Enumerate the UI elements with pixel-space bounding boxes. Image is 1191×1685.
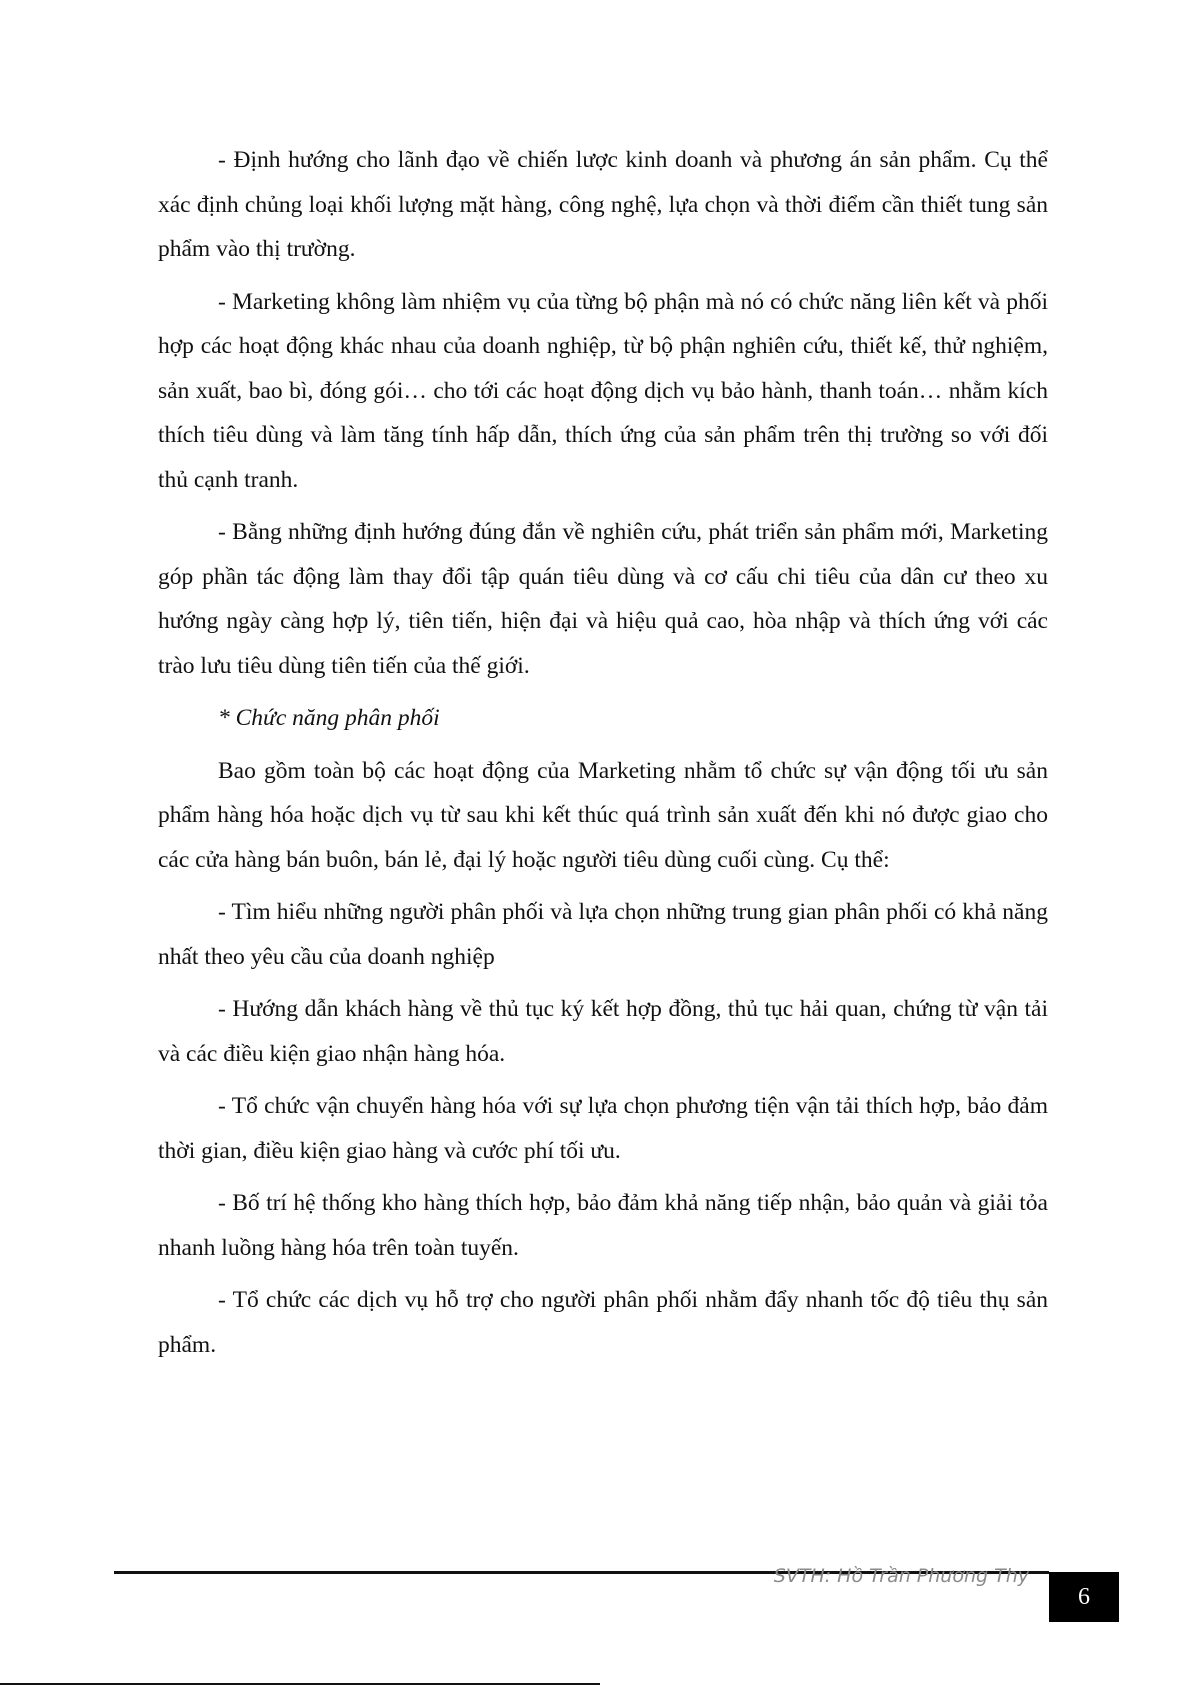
page-body [158,138,1048,1375]
paragraph-leadership-orientation: - Định hướng cho lãnh đạo về chiến lược kinh doanh và phương án sản phẩm. Cụ thể xác định chủng loại khối lượng mặt hàng, công nghệ, lựa chọn và thời điểm cần thiết tung sản phẩm vào thị trường. [158,147,1048,262]
paragraph-customer-guidance: - Hướng dẫn khách hàng về thủ tục ký kết hợp đồng, thủ tục hải quan, chứng từ vận tải và các điều kiện giao nhận hàng hóa. [158,996,1048,1067]
paragraph-distribution-intro: Bao gồm toàn bộ các hoạt động của Marketing nhằm tổ chức sự vận động tối ưu sản phẩm hàng hóa hoặc dịch vụ từ sau khi kết thúc quá trình sản xuất đến khi nó được giao cho các cửa hàng bán buôn, bán lẻ, đại lý hoặc người tiêu dùng cuối cùng. Cụ thể: [158,757,1048,873]
page-number: 6 [1049,1572,1119,1622]
footer-author: SVTH: Hồ Trần Phương Thy [773,1565,1029,1587]
paragraph-find-distributors: - Tìm hiểu những người phân phối và lựa chọn những trung gian phân phối có khả năng nhất theo yêu cầu của doanh nghiệp [158,899,1048,970]
section-subheading-distribution: * Chức năng phân phối [218,705,440,731]
paragraph-transport-organization: - Tổ chức vận chuyển hàng hóa với sự lựa chọn phương tiện vận tải thích hợp, bảo đảm thời gian, điều kiện giao hàng và cước phí tối ưu. [158,1093,1048,1164]
paragraph-support-services: - Tổ chức các dịch vụ hỗ trợ cho người phân phối nhằm đẩy nhanh tốc độ tiêu thụ sản phẩm. [158,1287,1048,1358]
paragraph-consumption-habits: - Bằng những định hướng đúng đắn về nghiên cứu, phát triển sản phẩm mới, Marketing góp phần tác động làm thay đổi tập quán tiêu dùng và cơ cấu chi tiêu của dân cư theo xu hướng ngày càng hợp lý, tiên tiến, hiện đại và hiệu quả cao, hòa nhập và thích ứng với các trào lưu tiêu dùng tiên tiến của thế giới. [158,519,1048,679]
paragraph-warehouse-system: - Bố trí hệ thống kho hàng thích hợp, bảo đảm khả năng tiếp nhận, bảo quản và giải tỏa nhanh luồng hàng hóa trên toàn tuyến. [158,1190,1048,1261]
paragraph-marketing-coordination: - Marketing không làm nhiệm vụ của từng bộ phận mà nó có chức năng liên kết và phối hợp các hoạt động khác nhau của doanh nghiệp, từ bộ phận nghiên cứu, thiết kế, thử nghiệm, sản xuất, bao bì, đóng gói… cho tới các hoạt động dịch vụ bảo hành, thanh toán… nhằm kích thích tiêu dùng và làm tăng tính hấp dẫn, thích ứng của sản phẩm trên thị trường so với đối thủ cạnh tranh. [158,288,1048,493]
